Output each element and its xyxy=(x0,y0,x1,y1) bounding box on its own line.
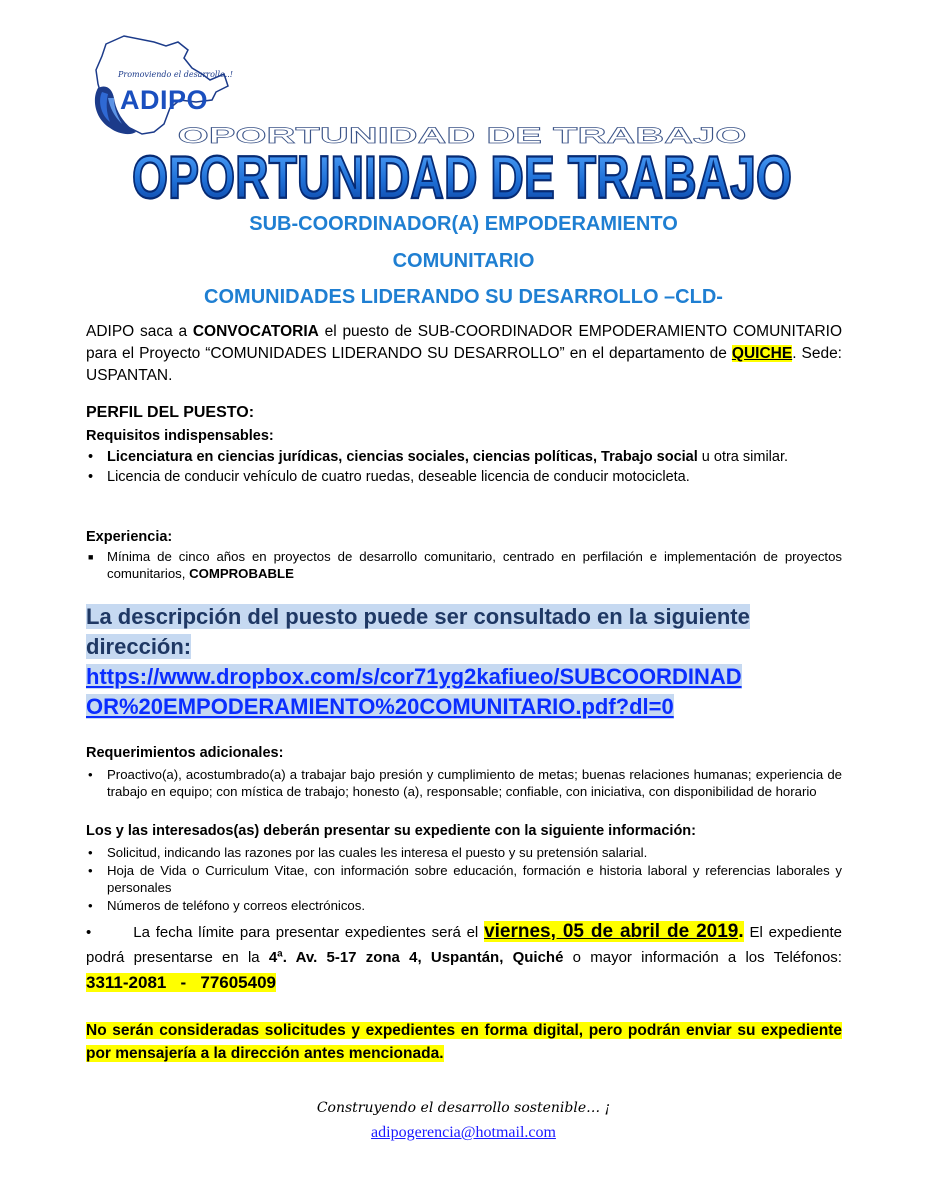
dossier-item-request: Solicitud, indicando las razones por las cuales les interesa el puesto y su pretensión salarial. xyxy=(107,845,648,860)
square-bullet-icon: ■ xyxy=(88,552,94,562)
footer-slogan: Construyendo el desarrollo sostenible… ¡ xyxy=(316,1100,611,1116)
description-text: La descripción del puesto puede ser consultado en la siguiente dirección: xyxy=(86,604,750,659)
banner-shadow-text: OPORTUNIDAD DE TRABAJO xyxy=(177,123,747,148)
bullet-icon: • xyxy=(88,449,94,465)
bullet-icon: • xyxy=(88,469,94,485)
experience-title: Experiencia: xyxy=(86,529,173,545)
additional-requirements-title: Requerimientos adicionales: xyxy=(86,745,284,761)
dossier-title: Los y las interesados(as) deberán presentar su expediente con la siguiente información: xyxy=(86,823,696,839)
position-title: SUB-COORDINADOR(A) EMPODERAMIENTO xyxy=(249,213,678,235)
deadline-date: viernes, 05 de abril de 2019 xyxy=(484,921,739,942)
intro-quiche: QUICHE xyxy=(731,345,793,362)
bullet-icon: • xyxy=(88,898,93,913)
position-title-cont: COMUNITARIO xyxy=(392,250,535,272)
bullet-icon: • xyxy=(88,863,93,878)
req-degree-tail: u otra similar. xyxy=(697,449,789,465)
exp-text: Mínima de cinco años en proyectos de desarrollo comunitario, centrado en perfilación e implementación de proyectos comunitarios, xyxy=(107,549,842,581)
requirements-list xyxy=(86,448,842,488)
bullet-icon: • xyxy=(88,767,93,782)
deadline-lead: La fecha límite para presentar expedientes será el xyxy=(133,924,485,941)
list-item xyxy=(86,548,842,582)
delivery-address: 4ª. Av. 5-17 zona 4, Uspantán, Quiché xyxy=(268,949,564,966)
list-item xyxy=(86,468,842,487)
list-item xyxy=(86,448,842,467)
experience-list xyxy=(86,548,842,583)
dropbox-link-line1[interactable]: https://www.dropbox.com/s/cor71yg2kafiueo/SUBCOORDINAD xyxy=(86,664,742,689)
banner-title: OPORTUNIDAD DE TRABAJO xyxy=(132,144,792,211)
req-degree: Licenciatura en ciencias jurídicas, ciencias sociales, ciencias políticas, Trabajo social xyxy=(107,449,698,465)
footer-email-container xyxy=(0,1124,927,1142)
intro-text-2: el puesto de SUB-COORDINADOR EMPODERAMIENTO COMUNITARIO para el Proyecto “COMUNIDADES LIDERANDO SU DESARROLLO” en el departamento de xyxy=(86,323,843,362)
intro-text-1: ADIPO saca a xyxy=(86,323,193,340)
req-license: Licencia de conducir vehículo de cuatro ruedas, deseable licencia de conducir motocicleta. xyxy=(107,469,690,485)
requirements-title: Requisitos indispensables: xyxy=(86,428,274,444)
dossier-item-cv: Hoja de Vida o Curriculum Vitae, con información sobre educación, formación e historia laboral y referencias laborales y personales xyxy=(107,863,842,895)
logo-slogan: Promoviendo el desarrollo..! xyxy=(118,70,233,79)
list-item xyxy=(86,862,842,896)
additional-requirement-text: Proactivo(a), acostumbrado(a) a trabajar bajo presión y cumplimiento de metas; buenas relaciones humanas; experiencia de trabajo en equipo; con mística de trabajo; honesto (a), responsable; confiable, con iniciativa, con disponibilidad de horario xyxy=(107,767,842,799)
intro-paragraph xyxy=(86,321,842,387)
dossier-list xyxy=(86,844,842,915)
job-opportunity-banner xyxy=(112,123,812,211)
additional-requirements-list xyxy=(86,766,842,801)
deadline-mid: El expediente podrá presentarse en la xyxy=(86,924,843,966)
list-item xyxy=(86,844,842,861)
warning-text: No serán consideradas solicitudes y expedientes en forma digital, pero podrán enviar su expediente por mensajería a la dirección antes mencionada. xyxy=(86,1022,842,1062)
profile-title: PERFIL DEL PUESTO: xyxy=(86,404,255,421)
list-item xyxy=(86,897,842,914)
deadline-after-date: . xyxy=(738,921,744,942)
digital-submission-warning xyxy=(86,1019,842,1065)
phone-numbers: 3311-2081 - 77605409 xyxy=(86,973,276,992)
bullet-icon: • xyxy=(88,845,93,860)
logo-name: ADIPO xyxy=(120,85,209,115)
contact-email-link[interactable]: adipogerencia@hotmail.com xyxy=(371,1124,556,1141)
list-item xyxy=(86,766,842,800)
project-title: COMUNIDADES LIDERANDO SU DESARROLLO –CLD- xyxy=(204,286,723,308)
intro-convocatoria: CONVOCATORIA xyxy=(192,323,319,340)
bullet-icon: • xyxy=(86,924,92,941)
exp-comprobable: COMPROBABLE xyxy=(189,566,294,581)
intro-text-3: . Sede: USPANTAN. xyxy=(86,345,842,384)
description-block xyxy=(86,602,846,722)
deadline-end: o mayor información a los Teléfonos: xyxy=(563,949,842,966)
dossier-item-contacts: Números de teléfono y correos electrónicos. xyxy=(107,898,366,913)
dropbox-link-line2[interactable]: OR%20EMPODERAMIENTO%20COMUNITARIO.pdf?dl=0 xyxy=(86,694,674,719)
deadline-paragraph xyxy=(86,919,842,996)
